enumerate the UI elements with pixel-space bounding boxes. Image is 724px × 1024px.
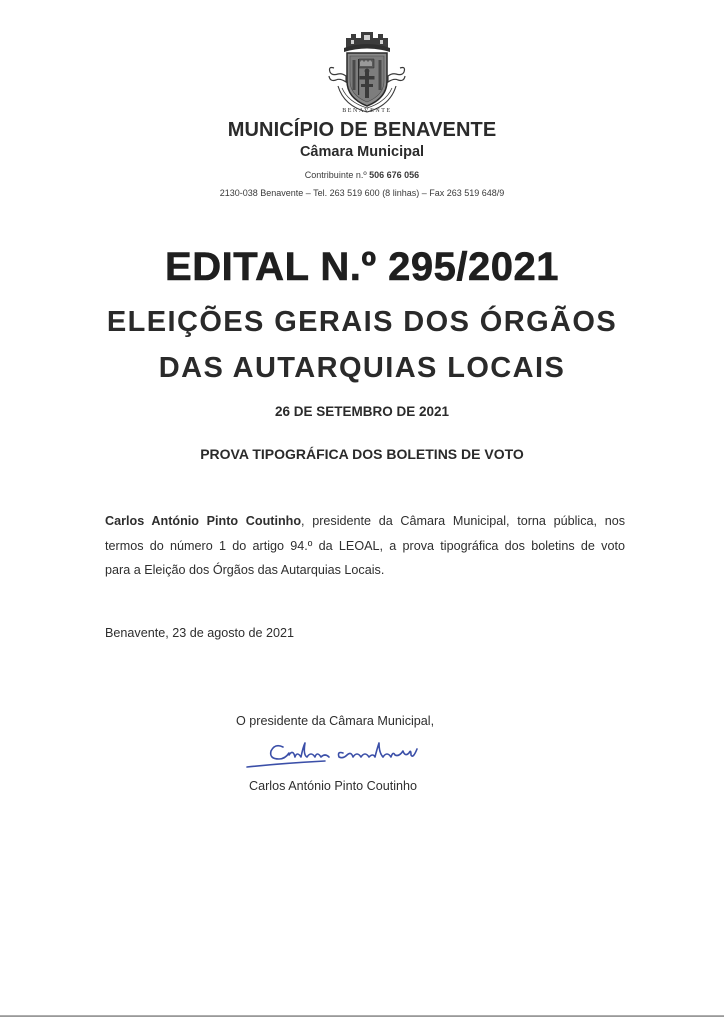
body-line-1-rest: , presidente da Câmara Municipal, torna pública, nos xyxy=(301,514,625,528)
notice-subject: PROVA TIPOGRÁFICA DOS BOLETINS DE VOTO xyxy=(200,446,524,462)
department-name: Câmara Municipal xyxy=(299,144,425,160)
body-line-2: termos do número 1 do artigo 94.º da LEOAL, a prova tipográfica dos boletins de voto xyxy=(105,538,625,553)
notice-headline-line-1: ELEIÇÕES GERAIS DOS ÓRGÃOS xyxy=(106,306,618,338)
taxpayer-number: 506 676 056 xyxy=(369,170,420,180)
election-date: 26 DE SETEMBRO DE 2021 xyxy=(274,404,450,419)
signature-caption: O presidente da Câmara Municipal, xyxy=(236,714,435,728)
notice-title: EDITAL N.º 295/2021 xyxy=(165,245,559,289)
handwritten-signature-icon xyxy=(245,737,455,771)
taxpayer-label: Contribuinte n.º xyxy=(304,170,367,180)
page-bottom-rule xyxy=(0,1015,724,1017)
place-and-date: Benavente, 23 de agosto de 2021 xyxy=(105,626,295,640)
contact-address: 2130-038 Benavente – Tel. 263 519 600 (8 linhas) – Fax 263 519 648/9 xyxy=(219,188,505,198)
notice-body xyxy=(105,509,625,583)
body-line-1 xyxy=(105,509,625,534)
signer-name: Carlos António Pinto Coutinho xyxy=(249,779,418,793)
body-line-3: para a Eleição dos Órgãos das Autarquias Locais. xyxy=(105,563,385,577)
crest-ribbon-text: BENAVENTE xyxy=(342,108,392,114)
municipality-name: MUNICÍPIO DE BENAVENTE xyxy=(227,119,497,141)
author-name: Carlos António Pinto Coutinho xyxy=(105,514,302,528)
notice-headline-line-2: DAS AUTARQUIAS LOCAIS xyxy=(158,352,566,384)
coat-of-arms-icon xyxy=(320,26,414,120)
taxpayer-info xyxy=(0,170,724,180)
